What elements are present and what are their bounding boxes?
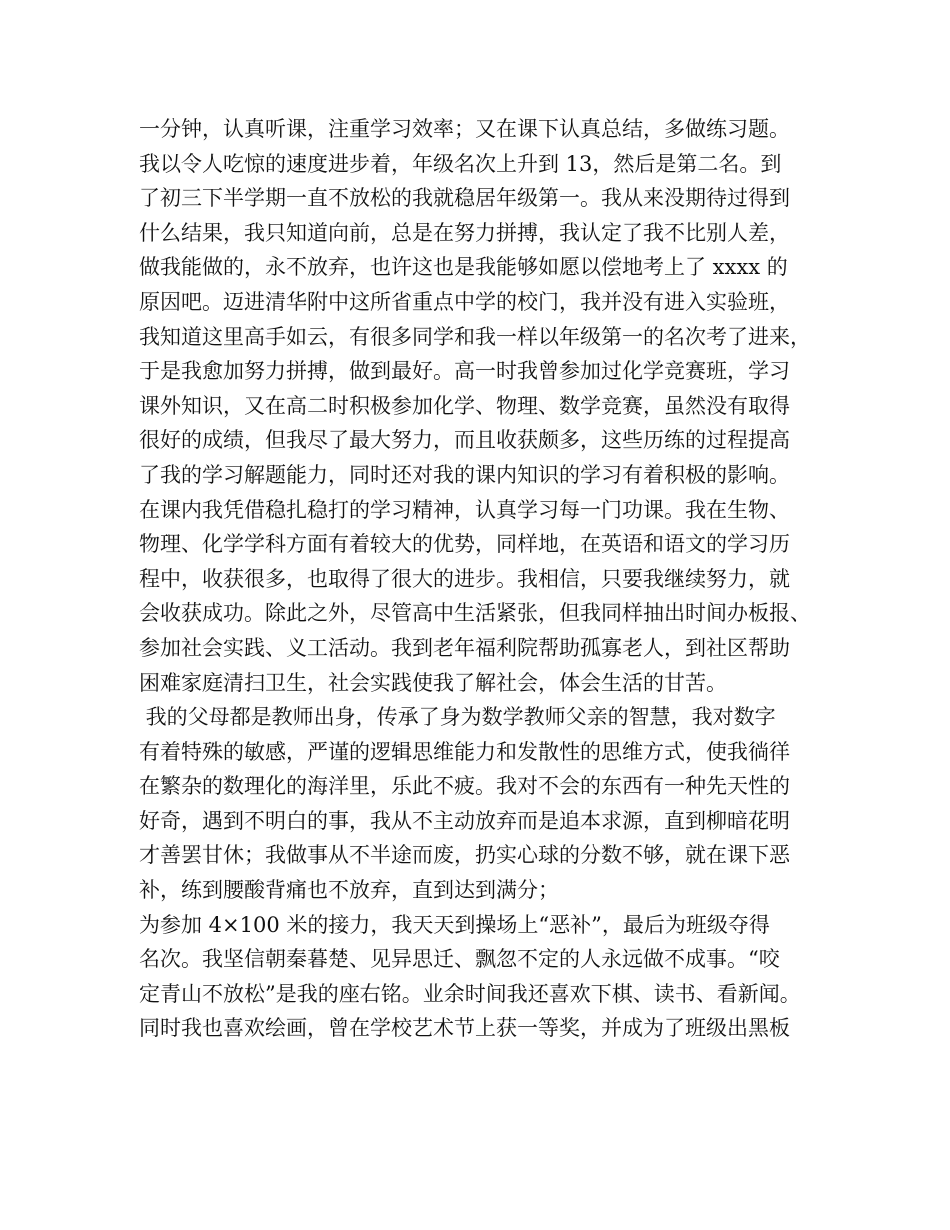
text-line: 原因吧。迈进清华附中这所省重点中学的校门，我并没有进入实验班， xyxy=(139,289,790,314)
text-line: 课外知识，又在高二时积极参加化学、物理、数学竞赛，虽然没有取得 xyxy=(139,393,790,418)
text-line: 于是我愈加努力拼搏，做到最好。高一时我曾参加过化学竞赛班，学习 xyxy=(139,359,790,384)
text-line: 会收获成功。除此之外，尽管高中生活紧张，但我同样抽出时间办板报、 xyxy=(139,601,811,626)
text-line: 同时我也喜欢绘画，曾在学校艺术节上获一等奖，并成为了班级出黑板 xyxy=(139,1016,790,1041)
text-line: 我知道这里高手如云，有很多同学和我一样以年级第一的名次考了进来， xyxy=(139,324,811,349)
text-line: 有着特殊的敏感，严谨的逻辑思维能力和发散性的思维方式，使我徜徉 xyxy=(139,739,790,764)
body-text xyxy=(139,112,829,1046)
text-line: 程中，收获很多，也取得了很大的进步。我相信，只要我继续努力，就 xyxy=(139,566,790,591)
text-line: 我以令人吃惊的速度进步着，年级名次上升到 13，然后是第二名。到 xyxy=(139,151,782,176)
text-line: 定青山不放松”是我的座右铭。业余时间我还喜欢下棋、读书、看新闻。 xyxy=(139,981,801,1006)
text-line: 了初三下半学期一直不放松的我就稳居年级第一。我从来没期待过得到 xyxy=(139,186,790,211)
text-line: 名次。我坚信朝秦暮楚、见异思迁、飘忽不定的人永远做不成事。“咬 xyxy=(139,947,780,972)
text-line: 在繁杂的数理化的海洋里，乐此不疲。我对不会的东西有一种先天性的 xyxy=(139,774,790,799)
text-line: 什么结果，我只知道向前，总是在努力拼搏，我认定了我不比别人差， xyxy=(139,220,790,245)
text-line: 一分钟，认真听课，注重学习效率；又在课下认真总结，多做练习题。 xyxy=(139,117,790,141)
text-line: 物理、化学学科方面有着较大的优势，同样地，在英语和语文的学习历 xyxy=(139,532,790,557)
text-line: 才善罢甘休；我做事从不半途而废，扔实心球的分数不够，就在课下恶 xyxy=(139,843,790,868)
text-line: 做我能做的，永不放弃，也许这也是我能够如愿以偿地考上了 xxxx 的 xyxy=(139,255,788,280)
text-line: 为参加 4×100 米的接力，我天天到操场上“恶补”，最后为班级夺得 xyxy=(139,912,770,937)
text-line: 好奇，遇到不明白的事，我从不主动放弃而是追本求源，直到柳暗花明 xyxy=(139,808,790,833)
text-line: 了我的学习解题能力，同时还对我的课内知识的学习有着积极的影响。 xyxy=(139,462,790,487)
text-line: 困难家庭清扫卫生，社会实践使我了解社会，体会生活的甘苦。 xyxy=(139,670,727,695)
text-line: 很好的成绩，但我尽了最大努力，而且收获颇多，这些历练的过程提高 xyxy=(139,428,790,453)
text-line: 我的父母都是教师出身，传承了身为数学教师父亲的智慧，我对数字 xyxy=(139,705,776,730)
text-line: 补，练到腰酸背痛也不放弃，直到达到满分； xyxy=(139,878,559,903)
text-line: 参加社会实践、义工活动。我到老年福利院帮助孤寡老人，到社区帮助 xyxy=(139,635,790,660)
text-line: 在课内我凭借稳扎稳打的学习精神，认真学习每一门功课。我在生物、 xyxy=(139,497,790,522)
